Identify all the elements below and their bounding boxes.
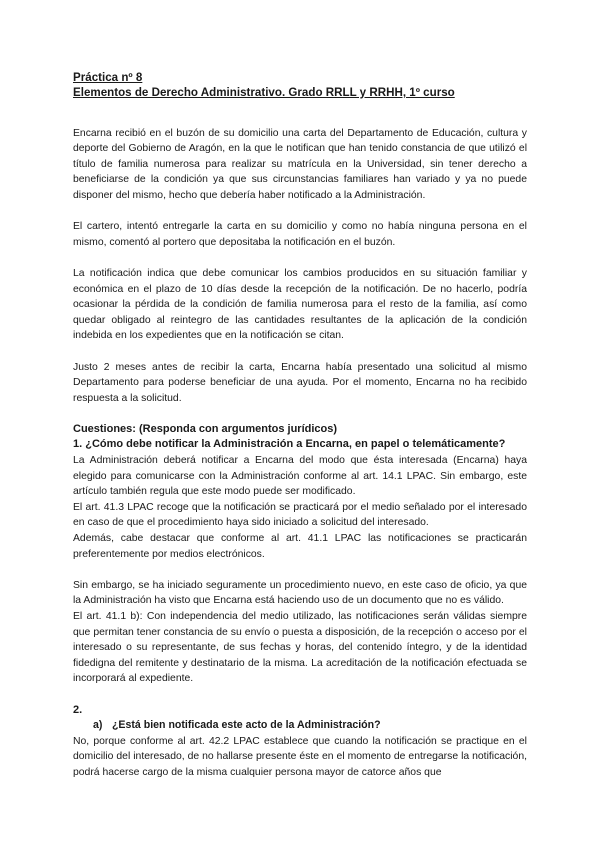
- question-1-title: 1. ¿Cómo debe notificar la Administración a Encarna, en papel o telemáticamente?: [73, 438, 506, 451]
- question-2-number: 2.: [73, 703, 83, 716]
- case-paragraph-3: La notificación indica que debe comunicar los cambios producidos en su situación familiar y económica en el plazo de 10 días desde la recepción de la notificación. De no hacerlo, podría ocasionar la pérdida de la condición de familia numerosa para el resto de la familia, así como quedar obligado al reintegro de las cantidades resultantes de la aplicación de la condición indebida en los expedientes que en la notificación se citan.: [73, 267, 527, 342]
- answer-1-paragraph-2: El art. 41.3 LPAC recoge que la notificación se practicará por el medio señalado por el interesado en caso de que el procedimiento haya sido iniciado a solicitud del interesado.: [73, 501, 527, 529]
- answer-2a-paragraph-1: No, porque conforme al art. 42.2 LPAC establece que cuando la notificación se practique en el domicilio del interesado, de no hallarse presente éste en el momento de entregarse la notificación, podrá hacerse cargo de la misma cualquier persona mayor de catorce años que: [73, 735, 527, 778]
- course-title: Elementos de Derecho Administrativo. Grado RRLL y RRHH, 1º curso: [73, 86, 455, 99]
- answer-1-paragraph-1: La Administración deberá notificar a Encarna del modo que ésta interesada (Encarna) haya elegido para comunicarse con la Administración conforme al art. 14.1 LPAC. Sin embargo, este artículo también regula que este modo puede ser modificado.: [73, 455, 527, 498]
- answer-1-paragraph-4: Sin embargo, se ha iniciado seguramente un procedimiento nuevo, en este caso de oficio, ya que la Administración ha visto que Encarna está haciendo uso de un documento que no es válido.: [73, 579, 527, 607]
- practice-title: Práctica nº 8: [73, 71, 143, 84]
- question-2a-text: ¿Está bien notificada este acto de la Administración?: [111, 719, 381, 732]
- document-page: [73, 70, 527, 781]
- questions-heading: Cuestiones: (Responda con argumentos jurídicos): [73, 422, 338, 435]
- answer-1-paragraph-3: Además, cabe destacar que conforme al art. 41.1 LPAC las notificaciones se practicarán preferentemente por medios electrónicos.: [73, 533, 527, 560]
- case-paragraph-2: El cartero, intentó entregarle la carta en su domicilio y como no había ninguna persona en el mismo, comentó al portero que depositaba la notificación en el buzón.: [73, 221, 527, 248]
- question-2a-title: [73, 718, 527, 734]
- question-2a-label: a): [93, 719, 103, 732]
- case-paragraph-1: Encarna recibió en el buzón de su domicilio una carta del Departamento de Educación, cultura y deporte del Gobierno de Aragón, en la que le notifican que han tenido constancia de que utilizó el título de familia numerosa para realizar su matrícula en la Universidad, sin tener derecho a beneficiarse de la condición ya que sus circunstancias familiares han variado y ya no puede disponer del mismo, hecho que debería haber notificado a la Administración.: [73, 127, 527, 201]
- answer-1-paragraph-5: El art. 41.1 b): Con independencia del medio utilizado, las notificaciones serán válidas siempre que permitan tener constancia de su envío o puesta a disposición, de la recepción o acceso por el interesado o su representante, de sus fechas y horas, del contenido íntegro, y de la identidad fidedigna del remitente y destinatario de la misma. La acreditación de la notificación efectuada se incorporará al expediente.: [73, 611, 527, 685]
- case-paragraph-4: Justo 2 meses antes de recibir la carta, Encarna había presentado una solicitud al mismo Departamento para poderse beneficiar de una ayuda. Por el momento, Encarna no ha recibido respuesta a la solicitud.: [73, 361, 527, 404]
